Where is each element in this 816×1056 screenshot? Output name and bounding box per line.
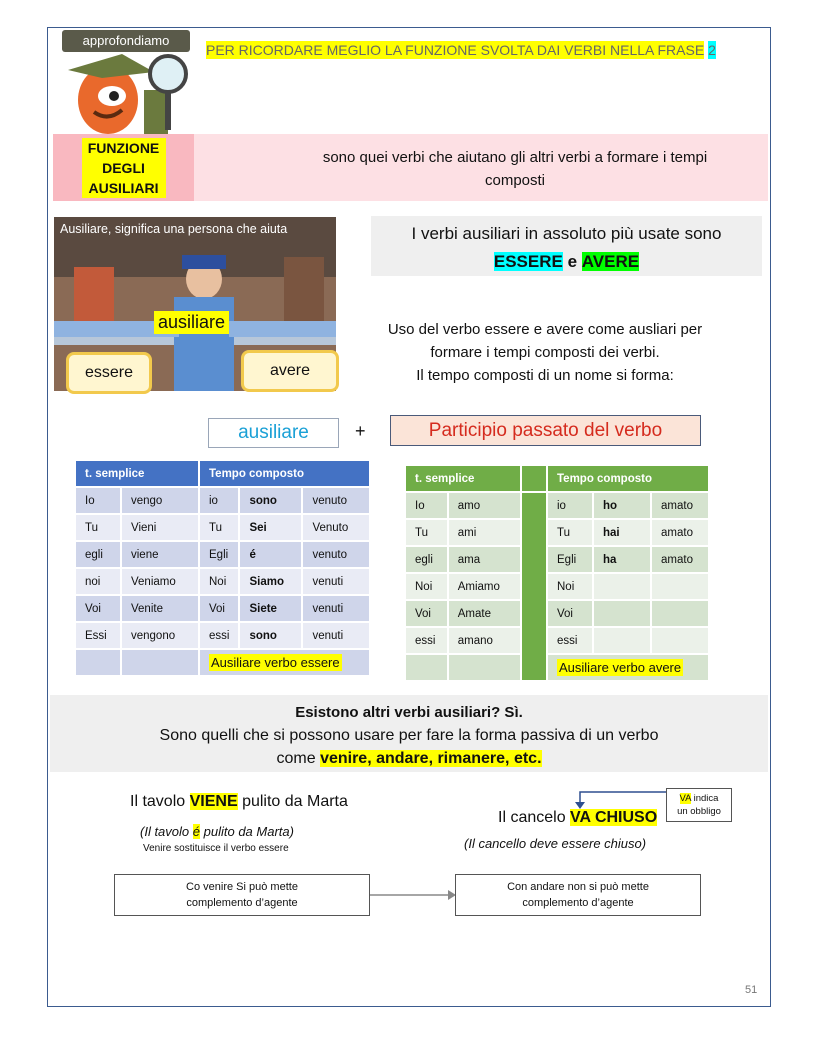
function-definition: sono quei verbi che aiutano gli altri verbi a formare i tempi composti bbox=[322, 149, 708, 189]
function-label: FUNZIONE DEGLI AUSILIARI bbox=[53, 134, 194, 201]
table-row: Tu Vieni Tu Sei Venuto bbox=[75, 514, 370, 541]
photo-caption: Ausiliare, significa una persona che aiuta bbox=[60, 222, 288, 236]
flow-arrow-icon bbox=[370, 888, 456, 902]
ausiliare-tag: ausiliare bbox=[154, 311, 229, 334]
table-row: Essi vengono essi sono venuti bbox=[75, 622, 370, 649]
example-va-chiuso: Il cancelo VA CHIUSO bbox=[498, 809, 658, 826]
table-row: noi Veniamo Noi Siamo venuti bbox=[75, 568, 370, 595]
altri-ausiliari-box: Esistono altri verbi ausiliari? Sì. Sono quelli che si possono usare per fare la forma passiva di un verbo come venire, andare, rimanere, etc. bbox=[50, 695, 768, 772]
table-essere: t. semplice Tempo composto Io vengo io sono venuto Tu Vieni Tu Sei Venuto egli viene Egli é venuto noi Veniamo Noi Siamo venuti Voi Venite Voi Siete venuti Essi vengono essi sono venuti Ausiliare verbo essere bbox=[74, 459, 371, 677]
example-viene-note: Venire sostituisce il verbo essere bbox=[143, 843, 289, 854]
venire-box: Co venire Si può mette complemento d’agente bbox=[114, 874, 370, 916]
info-box: I verbi ausiliari in assoluto più usate sono ESSERE e AVERE bbox=[371, 216, 762, 276]
formula-plus: + bbox=[355, 421, 366, 441]
example-viene: Il tavolo VIENE pulito da Marta bbox=[130, 793, 348, 810]
table-footer-row: Ausiliare verbo avere bbox=[405, 654, 709, 681]
page-number: 51 bbox=[745, 984, 758, 996]
table-row: essi amano essi bbox=[405, 627, 709, 654]
table-row: Voi Amate Voi bbox=[405, 600, 709, 627]
detective-mascot-icon bbox=[62, 50, 192, 134]
essere-bubble: essere bbox=[66, 352, 152, 394]
table-row: egli viene Egli é venuto bbox=[75, 541, 370, 568]
table-row: egli ama Egli ha amato bbox=[405, 546, 709, 573]
approfondiamo-badge: approfondiamo bbox=[62, 30, 190, 52]
note-arrow-icon bbox=[574, 786, 670, 810]
example-va-chiuso-explanation: (Il cancello deve essere chiuso) bbox=[464, 836, 647, 851]
formula-ausiliare: ausiliare bbox=[208, 418, 339, 448]
example-viene-explanation: (Il tavolo é pulito da Marta) bbox=[140, 824, 294, 839]
formula-participio: Participio passato del verbo bbox=[390, 415, 701, 446]
table-row: Voi Venite Voi Siete venuti bbox=[75, 595, 370, 622]
obligation-note: VA indica un obbligo bbox=[666, 788, 732, 822]
table-row: Noi Amiamo Noi bbox=[405, 573, 709, 600]
table-avere: t. semplice Tempo composto Io amo io ho amato Tu ami Tu hai amato egli ama Egli ha amato Noi Amiamo Noi Voi Amate Voi essi amano essi Ausiliare verbo avere bbox=[404, 464, 710, 682]
uso-text: Uso del verbo essere e avere come ausliari per formare i tempi composti dei verbi. Il tempo composti di un nome si forma: bbox=[387, 321, 703, 384]
table-footer-row: Ausiliare verbo essere bbox=[75, 649, 370, 676]
table-row: Io vengo io sono venuto bbox=[75, 487, 370, 514]
andare-box: Con andare non si può mette complemento d’agente bbox=[455, 874, 701, 916]
avere-bubble: avere bbox=[241, 350, 339, 392]
table-row: Tu ami Tu hai amato bbox=[405, 519, 709, 546]
table-row: Io amo io ho amato bbox=[405, 492, 709, 519]
page-title: PER RICORDARE MEGLIO LA FUNZIONE SVOLTA DAI VERBI NELLA FRASE 2 bbox=[206, 42, 716, 58]
